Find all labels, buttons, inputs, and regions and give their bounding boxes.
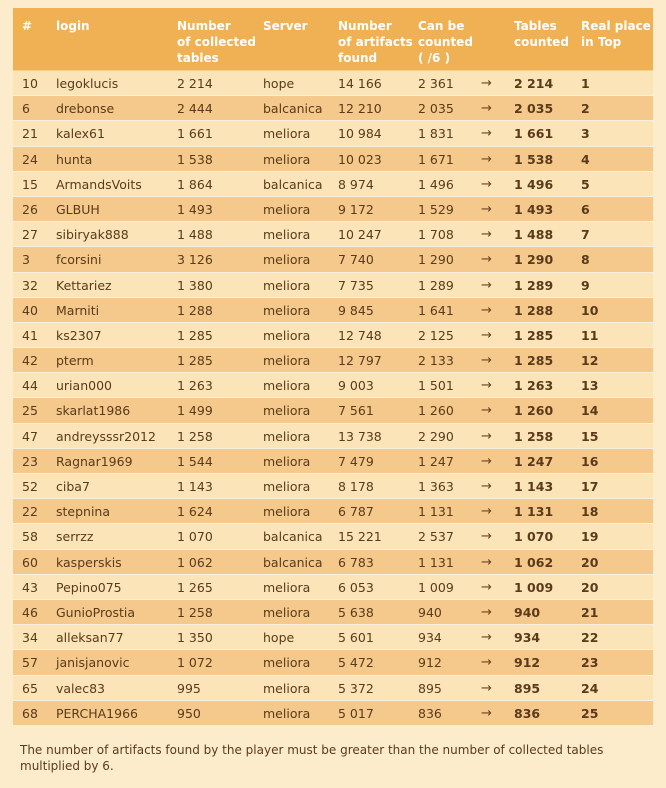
row-artifacts: 12 797 bbox=[338, 353, 382, 369]
row-artifacts: 6 787 bbox=[338, 504, 374, 520]
row-server: hope bbox=[263, 630, 295, 646]
table-row bbox=[13, 272, 653, 297]
row-artifacts: 7 561 bbox=[338, 403, 374, 419]
table-row bbox=[13, 448, 653, 473]
arrow-icon: → bbox=[481, 126, 492, 142]
row-tables-counted: 1 131 bbox=[514, 504, 554, 520]
header-login: login bbox=[56, 19, 90, 33]
row-tables-counted: 836 bbox=[514, 705, 541, 721]
row-tables-counted: 1 263 bbox=[514, 378, 554, 394]
row-login: hunta bbox=[56, 151, 93, 167]
row-place: 24 bbox=[581, 680, 599, 696]
row-place: 25 bbox=[581, 705, 599, 721]
row-artifacts: 10 023 bbox=[338, 151, 382, 167]
row-can-count: 1 363 bbox=[418, 479, 454, 494]
row-tables-counted: 895 bbox=[514, 680, 541, 696]
table-row bbox=[13, 196, 653, 221]
header-place: Real place in Top bbox=[581, 19, 651, 49]
row-place: 19 bbox=[581, 529, 599, 545]
row-can-count: 1 496 bbox=[418, 176, 454, 192]
row-can-count: 1 671 bbox=[418, 151, 454, 167]
arrow-icon: → bbox=[481, 353, 492, 369]
table-row bbox=[13, 549, 653, 574]
row-server: meliora bbox=[263, 201, 311, 217]
row-collected-tables: 1 143 bbox=[177, 479, 213, 494]
row-collected-tables: 1 263 bbox=[177, 378, 213, 394]
row-place: 9 bbox=[581, 277, 590, 293]
row-server: balcanica bbox=[263, 176, 323, 192]
row-artifacts: 10 984 bbox=[338, 126, 382, 142]
row-server: meliora bbox=[263, 277, 311, 293]
row-place: 15 bbox=[581, 428, 599, 444]
row-artifacts: 13 738 bbox=[338, 428, 382, 444]
row-place: 12 bbox=[581, 353, 599, 369]
arrow-icon: → bbox=[481, 327, 492, 343]
row-tables-counted: 1 538 bbox=[514, 151, 554, 167]
row-login: GLBUH bbox=[56, 201, 100, 217]
arrow-icon: → bbox=[481, 604, 492, 620]
row-artifacts: 7 740 bbox=[338, 252, 374, 268]
header-server: Server bbox=[263, 19, 308, 33]
row-can-count: 2 361 bbox=[418, 76, 454, 91]
table-row bbox=[13, 322, 653, 347]
row-can-count: 836 bbox=[418, 705, 442, 721]
row-login: GunioProstia bbox=[56, 604, 136, 620]
row-can-count: 1 289 bbox=[418, 277, 454, 293]
row-num: 42 bbox=[22, 353, 38, 369]
row-tables-counted: 1 062 bbox=[514, 554, 554, 570]
row-collected-tables: 1 285 bbox=[177, 353, 213, 369]
table-row bbox=[13, 347, 653, 372]
arrow-icon: → bbox=[481, 302, 492, 318]
row-artifacts: 5 601 bbox=[338, 630, 374, 646]
table-row bbox=[13, 523, 653, 548]
row-tables-counted: 2 035 bbox=[514, 101, 554, 117]
row-artifacts: 6 783 bbox=[338, 554, 374, 570]
ranking-table bbox=[13, 8, 653, 725]
row-tables-counted: 1 009 bbox=[514, 579, 554, 595]
row-artifacts: 6 053 bbox=[338, 579, 374, 595]
row-can-count: 934 bbox=[418, 630, 442, 646]
row-server: meliora bbox=[263, 403, 311, 419]
row-artifacts: 9 172 bbox=[338, 201, 374, 217]
row-collected-tables: 1 350 bbox=[177, 630, 213, 646]
row-tables-counted: 934 bbox=[514, 630, 541, 646]
arrow-icon: → bbox=[481, 277, 492, 293]
row-login: valec83 bbox=[56, 680, 105, 696]
row-num: 44 bbox=[22, 378, 38, 394]
row-login: serrzz bbox=[56, 529, 94, 545]
row-tables-counted: 2 214 bbox=[514, 76, 554, 91]
row-place: 22 bbox=[581, 630, 599, 646]
row-server: meliora bbox=[263, 479, 311, 494]
row-login: urian000 bbox=[56, 378, 112, 394]
row-place: 13 bbox=[581, 378, 599, 394]
row-tables-counted: 1 290 bbox=[514, 252, 554, 268]
row-num: 32 bbox=[22, 277, 38, 293]
table-row bbox=[13, 599, 653, 624]
row-collected-tables: 1 544 bbox=[177, 453, 213, 469]
row-server: meliora bbox=[263, 126, 311, 142]
row-place: 8 bbox=[581, 252, 590, 268]
arrow-icon: → bbox=[481, 630, 492, 646]
row-can-count: 2 133 bbox=[418, 353, 454, 369]
arrow-icon: → bbox=[481, 453, 492, 469]
row-place: 20 bbox=[581, 579, 599, 595]
header-tables-counted: Tables counted bbox=[514, 19, 569, 49]
row-login: Marniti bbox=[56, 302, 100, 318]
row-artifacts: 5 472 bbox=[338, 655, 374, 671]
row-artifacts: 8 178 bbox=[338, 479, 374, 494]
row-login: stepnina bbox=[56, 504, 111, 520]
row-tables-counted: 1 289 bbox=[514, 277, 554, 293]
row-num: 41 bbox=[22, 327, 38, 343]
row-login: kasperskis bbox=[56, 554, 122, 570]
row-server: meliora bbox=[263, 302, 311, 318]
row-can-count: 2 290 bbox=[418, 428, 454, 444]
row-login: sibiryak888 bbox=[56, 227, 129, 243]
row-login: PERCHA1966 bbox=[56, 705, 138, 721]
row-server: balcanica bbox=[263, 529, 323, 545]
row-num: 52 bbox=[22, 479, 38, 494]
row-place: 3 bbox=[581, 126, 590, 142]
table-body bbox=[13, 70, 653, 725]
row-collected-tables: 950 bbox=[177, 705, 201, 721]
row-can-count: 912 bbox=[418, 655, 442, 671]
table-row bbox=[13, 297, 653, 322]
row-login: Kettariez bbox=[56, 277, 112, 293]
row-num: 10 bbox=[22, 76, 38, 91]
row-collected-tables: 1 258 bbox=[177, 604, 213, 620]
row-num: 60 bbox=[22, 554, 38, 570]
row-place: 21 bbox=[581, 604, 599, 620]
row-num: 23 bbox=[22, 453, 38, 469]
row-tables-counted: 1 258 bbox=[514, 428, 554, 444]
row-can-count: 1 831 bbox=[418, 126, 454, 142]
row-num: 46 bbox=[22, 604, 38, 620]
row-login: Pepino075 bbox=[56, 579, 122, 595]
row-collected-tables: 1 258 bbox=[177, 428, 213, 444]
row-artifacts: 5 017 bbox=[338, 705, 374, 721]
row-can-count: 895 bbox=[418, 680, 442, 696]
row-num: 6 bbox=[22, 101, 30, 117]
row-collected-tables: 1 062 bbox=[177, 554, 213, 570]
row-collected-tables: 1 538 bbox=[177, 151, 213, 167]
row-num: 22 bbox=[22, 504, 38, 520]
row-tables-counted: 1 496 bbox=[514, 176, 554, 192]
row-num: 34 bbox=[22, 630, 38, 646]
header-tables: Number of collected tables bbox=[177, 19, 256, 65]
row-num: 68 bbox=[22, 705, 38, 721]
row-server: meliora bbox=[263, 252, 311, 268]
row-collected-tables: 1 070 bbox=[177, 529, 213, 545]
row-artifacts: 7 735 bbox=[338, 277, 374, 293]
row-can-count: 2 035 bbox=[418, 101, 454, 117]
row-place: 18 bbox=[581, 504, 599, 520]
row-num: 57 bbox=[22, 655, 38, 671]
row-place: 14 bbox=[581, 403, 599, 419]
header-num: # bbox=[22, 19, 33, 33]
row-can-count: 1 641 bbox=[418, 302, 454, 318]
row-server: meliora bbox=[263, 705, 311, 721]
row-num: 27 bbox=[22, 227, 38, 243]
row-collected-tables: 995 bbox=[177, 680, 201, 696]
arrow-icon: → bbox=[481, 554, 492, 570]
row-tables-counted: 1 070 bbox=[514, 529, 554, 545]
arrow-icon: → bbox=[481, 680, 492, 696]
row-collected-tables: 1 499 bbox=[177, 403, 213, 419]
arrow-icon: → bbox=[481, 705, 492, 721]
table-row bbox=[13, 498, 653, 523]
row-can-count: 1 290 bbox=[418, 252, 454, 268]
row-server: meliora bbox=[263, 327, 311, 343]
row-can-count: 1 131 bbox=[418, 504, 454, 520]
row-can-count: 1 260 bbox=[418, 403, 454, 419]
row-place: 5 bbox=[581, 176, 590, 192]
row-server: meliora bbox=[263, 655, 311, 671]
row-collected-tables: 3 126 bbox=[177, 252, 213, 268]
table-row bbox=[13, 700, 653, 725]
row-login: andreysssr2012 bbox=[56, 428, 156, 444]
row-collected-tables: 1 493 bbox=[177, 201, 213, 217]
table-row bbox=[13, 221, 653, 246]
table-row bbox=[13, 473, 653, 498]
table-row bbox=[13, 624, 653, 649]
row-collected-tables: 1 288 bbox=[177, 302, 213, 318]
row-login: kalex61 bbox=[56, 126, 105, 142]
row-artifacts: 12 210 bbox=[338, 101, 382, 117]
row-artifacts: 12 748 bbox=[338, 327, 382, 343]
row-tables-counted: 1 488 bbox=[514, 227, 554, 243]
row-num: 3 bbox=[22, 252, 30, 268]
table-row bbox=[13, 574, 653, 599]
table-row bbox=[13, 120, 653, 145]
row-place: 11 bbox=[581, 327, 599, 343]
row-artifacts: 5 372 bbox=[338, 680, 374, 696]
row-server: meliora bbox=[263, 604, 311, 620]
row-collected-tables: 1 265 bbox=[177, 579, 213, 595]
row-num: 26 bbox=[22, 201, 38, 217]
row-num: 40 bbox=[22, 302, 38, 318]
table-row bbox=[13, 397, 653, 422]
row-tables-counted: 1 285 bbox=[514, 327, 554, 343]
row-tables-counted: 940 bbox=[514, 604, 541, 620]
row-artifacts: 8 974 bbox=[338, 176, 374, 192]
row-collected-tables: 1 285 bbox=[177, 327, 213, 343]
row-artifacts: 15 221 bbox=[338, 529, 382, 545]
row-login: janisjanovic bbox=[56, 655, 130, 671]
row-artifacts: 9 003 bbox=[338, 378, 374, 394]
row-server: balcanica bbox=[263, 101, 323, 117]
row-num: 47 bbox=[22, 428, 38, 444]
row-can-count: 940 bbox=[418, 604, 442, 620]
arrow-icon: → bbox=[481, 403, 492, 419]
row-num: 25 bbox=[22, 403, 38, 419]
row-login: ks2307 bbox=[56, 327, 102, 343]
header-can-count: Can be counted ( /6 ) bbox=[418, 19, 473, 65]
row-tables-counted: 1 288 bbox=[514, 302, 554, 318]
row-login: ciba7 bbox=[56, 479, 90, 494]
row-num: 65 bbox=[22, 680, 38, 696]
row-artifacts: 5 638 bbox=[338, 604, 374, 620]
row-can-count: 2 125 bbox=[418, 327, 454, 343]
row-can-count: 2 537 bbox=[418, 529, 454, 545]
row-tables-counted: 1 285 bbox=[514, 353, 554, 369]
row-can-count: 1 009 bbox=[418, 579, 454, 595]
row-collected-tables: 2 214 bbox=[177, 76, 213, 91]
table-row bbox=[13, 171, 653, 196]
row-login: ArmandsVoits bbox=[56, 176, 142, 192]
arrow-icon: → bbox=[481, 227, 492, 243]
row-num: 15 bbox=[22, 176, 38, 192]
table-row bbox=[13, 246, 653, 271]
row-server: meliora bbox=[263, 504, 311, 520]
row-place: 10 bbox=[581, 302, 599, 318]
row-tables-counted: 1 143 bbox=[514, 479, 554, 494]
table-row bbox=[13, 146, 653, 171]
arrow-icon: → bbox=[481, 76, 492, 91]
row-can-count: 1 131 bbox=[418, 554, 454, 570]
row-can-count: 1 708 bbox=[418, 227, 454, 243]
row-collected-tables: 1 072 bbox=[177, 655, 213, 671]
arrow-icon: → bbox=[481, 101, 492, 117]
arrow-icon: → bbox=[481, 655, 492, 671]
row-artifacts: 14 166 bbox=[338, 76, 382, 91]
row-server: meliora bbox=[263, 453, 311, 469]
row-artifacts: 10 247 bbox=[338, 227, 382, 243]
row-place: 1 bbox=[581, 76, 590, 91]
row-tables-counted: 912 bbox=[514, 655, 541, 671]
row-num: 58 bbox=[22, 529, 38, 545]
row-tables-counted: 1 247 bbox=[514, 453, 554, 469]
row-server: hope bbox=[263, 76, 295, 91]
arrow-icon: → bbox=[481, 428, 492, 444]
row-num: 21 bbox=[22, 126, 38, 142]
row-server: meliora bbox=[263, 680, 311, 696]
row-login: Ragnar1969 bbox=[56, 453, 133, 469]
row-login: legoklucis bbox=[56, 76, 119, 91]
row-server: meliora bbox=[263, 378, 311, 394]
row-artifacts: 9 845 bbox=[338, 302, 374, 318]
row-login: skarlat1986 bbox=[56, 403, 131, 419]
table-row bbox=[13, 675, 653, 700]
row-server: meliora bbox=[263, 227, 311, 243]
arrow-icon: → bbox=[481, 252, 492, 268]
row-place: 20 bbox=[581, 554, 599, 570]
row-login: pterm bbox=[56, 353, 94, 369]
row-place: 4 bbox=[581, 151, 590, 167]
arrow-icon: → bbox=[481, 378, 492, 394]
arrow-icon: → bbox=[481, 504, 492, 520]
arrow-icon: → bbox=[481, 479, 492, 494]
row-login: alleksan77 bbox=[56, 630, 124, 646]
row-login: drebonse bbox=[56, 101, 115, 117]
table-row bbox=[13, 95, 653, 120]
row-artifacts: 7 479 bbox=[338, 453, 374, 469]
row-tables-counted: 1 493 bbox=[514, 201, 554, 217]
row-server: meliora bbox=[263, 428, 311, 444]
row-server: meliora bbox=[263, 151, 311, 167]
row-login: fcorsini bbox=[56, 252, 102, 268]
arrow-icon: → bbox=[481, 151, 492, 167]
row-can-count: 1 247 bbox=[418, 453, 454, 469]
row-collected-tables: 1 624 bbox=[177, 504, 213, 520]
footnote: The number of artifacts found by the player must be greater than the number of collected tables multiplied by 6. bbox=[20, 743, 604, 773]
table-row bbox=[13, 423, 653, 448]
row-tables-counted: 1 260 bbox=[514, 403, 554, 419]
table-header bbox=[13, 8, 653, 70]
arrow-icon: → bbox=[481, 579, 492, 595]
row-collected-tables: 1 864 bbox=[177, 176, 213, 192]
table-row bbox=[13, 70, 653, 95]
row-can-count: 1 501 bbox=[418, 378, 454, 394]
row-collected-tables: 1 488 bbox=[177, 227, 213, 243]
row-server: meliora bbox=[263, 353, 311, 369]
row-collected-tables: 2 444 bbox=[177, 101, 213, 117]
row-place: 7 bbox=[581, 227, 590, 243]
row-server: meliora bbox=[263, 579, 311, 595]
header-artifacts: Number of artifacts found bbox=[338, 19, 413, 65]
table-row bbox=[13, 649, 653, 674]
row-can-count: 1 529 bbox=[418, 201, 454, 217]
arrow-icon: → bbox=[481, 201, 492, 217]
row-num: 43 bbox=[22, 579, 38, 595]
row-place: 17 bbox=[581, 479, 599, 494]
row-server: balcanica bbox=[263, 554, 323, 570]
table-row bbox=[13, 372, 653, 397]
row-collected-tables: 1 661 bbox=[177, 126, 213, 142]
row-place: 16 bbox=[581, 453, 599, 469]
row-tables-counted: 1 661 bbox=[514, 126, 554, 142]
row-num: 24 bbox=[22, 151, 38, 167]
arrow-icon: → bbox=[481, 176, 492, 192]
row-place: 23 bbox=[581, 655, 599, 671]
row-place: 2 bbox=[581, 101, 590, 117]
arrow-icon: → bbox=[481, 529, 492, 545]
row-collected-tables: 1 380 bbox=[177, 277, 213, 293]
row-place: 6 bbox=[581, 201, 590, 217]
